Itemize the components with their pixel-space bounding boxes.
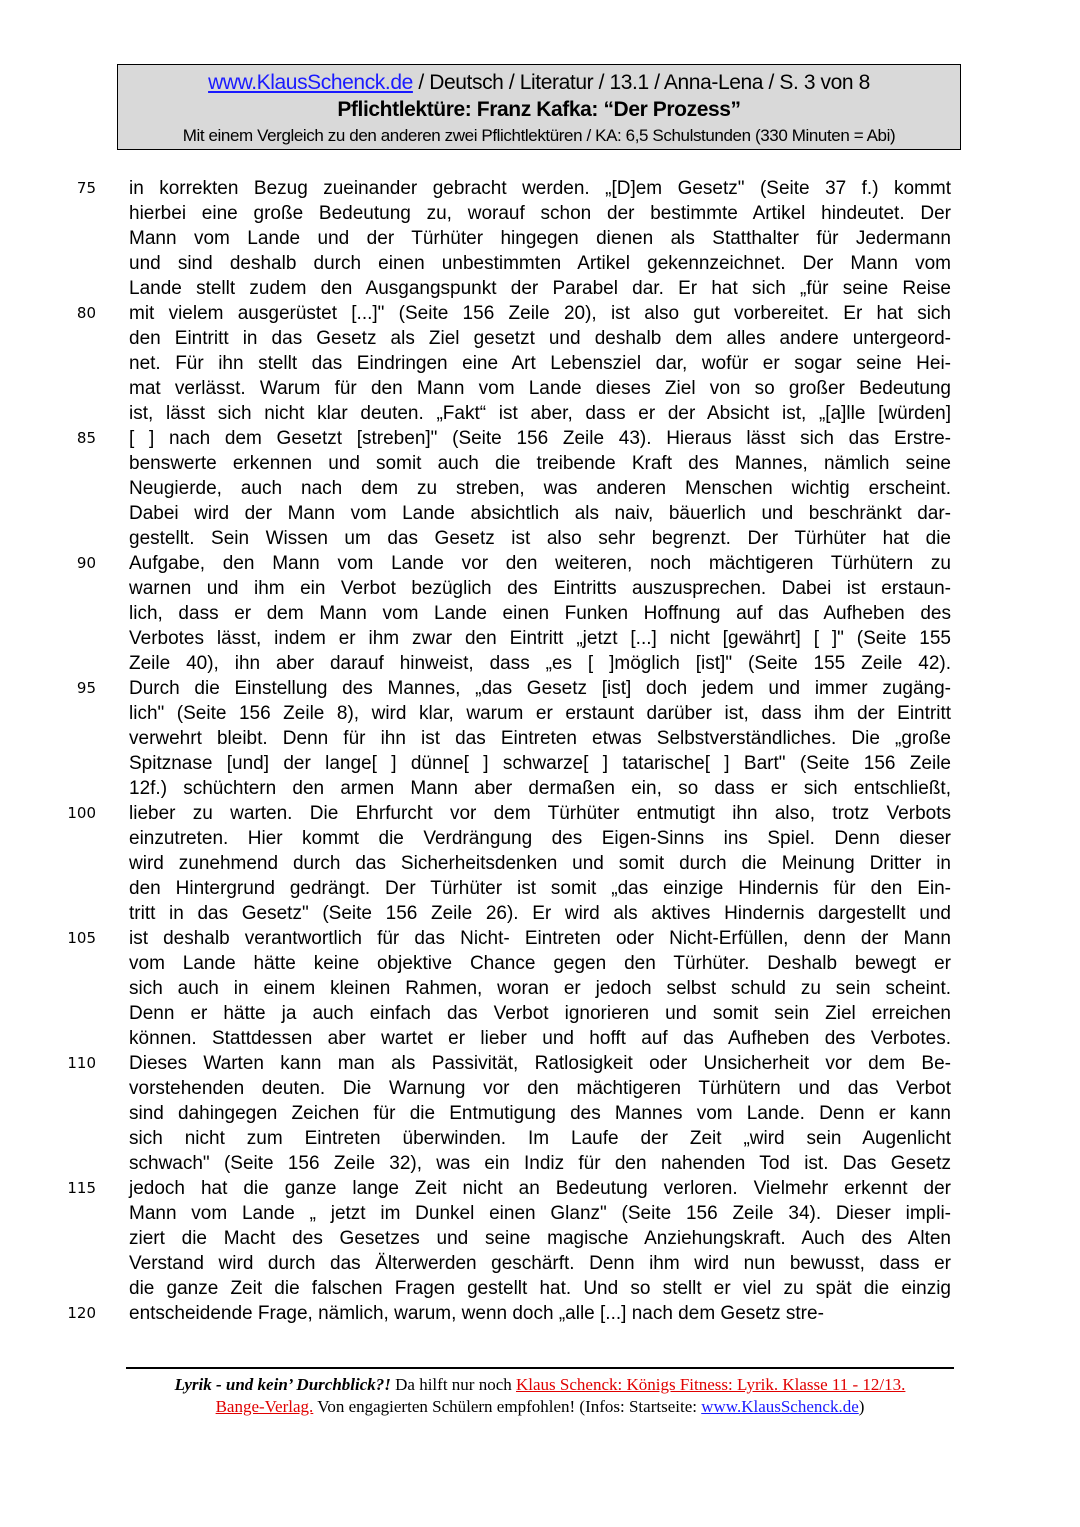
body-line: die ganze Zeit die falschen Fragen gestellt hat. Und so stellt er viel zu spät die einzig <box>129 1278 951 1299</box>
footer-slogan: Lyrik - und kein’ Durchblick?! <box>174 1375 391 1394</box>
line-number: 95 <box>76 679 96 697</box>
body-line: ist deshalb verantwortlich für das Nicht- Eintreten oder Nicht-Erfüllen, denn der Mann <box>129 928 951 949</box>
body-line: Aufgabe, den Mann vom Lande vor den weiteren, noch mächtigeren Türhütern zu <box>129 553 951 574</box>
footer-book-link[interactable]: Klaus Schenck: Königs Fitness: Lyrik. Klasse 11 - 12/13. <box>516 1375 906 1394</box>
footer-text-2: Von engagierten Schülern empfohlen! (Infos: Startseite: <box>313 1397 702 1416</box>
body-line: lieber zu warten. Die Ehrfurcht vor dem Türhüter entmutigt ihn also, trotz Verbots <box>129 803 951 824</box>
body-line: jedoch hat die ganze lange Zeit nicht an Bedeutung verloren. Vielmehr erkennt der <box>129 1178 951 1199</box>
body-line: den Hintergrund gedrängt. Der Türhüter ist somit „das einzige Hindernis für den Ein- <box>129 878 951 899</box>
footer-divider <box>126 1367 954 1369</box>
footer-text-3: ) <box>858 1397 865 1416</box>
body-line: können. Stattdessen aber wartet er lieber und hofft auf das Aufheben des Verbotes. <box>129 1028 951 1049</box>
body-line: Mann vom Lande und der Türhüter hingegen dienen als Statthalter für Jedermann <box>129 228 951 249</box>
body-line: tritt in das Gesetz" (Seite 156 Zeile 26). Er wird als aktives Hindernis dargestellt und <box>129 903 951 924</box>
body-line: ziert die Macht des Gesetzes und seine magische Anziehungskraft. Auch des Alten <box>129 1228 951 1249</box>
body-line: lich, dass er dem Mann vom Lande einen Funken Hoffnung auf das Aufheben des <box>129 603 951 624</box>
body-line: Lande stellt zudem den Ausgangspunkt der Parabel dar. Er hat sich „für seine Reise <box>129 278 951 299</box>
footer-line-1 <box>126 1374 954 1396</box>
line-number: 110 <box>67 1054 96 1072</box>
body-line: wird zunehmend durch das Sicherheitsdenken und somit durch die Meinung Dritter in <box>129 853 951 874</box>
body-line: lich" (Seite 156 Zeile 8), wird klar, warum er erstaunt darüber ist, dass ihm der Eintritt <box>129 703 951 724</box>
body-line: 12f.) schüchtern den armen Mann aber dermaßen ein, so dass er sich entschließt, <box>129 778 951 799</box>
body-line: sind dahingegen Zeichen für die Entmutigung des Mannes vom Lande. Denn er kann <box>129 1103 951 1124</box>
body-line: warnen und ihm ein Verbot bezüglich des Eintritts auszusprechen. Dabei ist erstaun- <box>129 578 951 599</box>
body-line: Neugierde, auch nach dem zu streben, was anderen Menschen wichtig erscheint. <box>129 478 951 499</box>
body-line: [ ] nach dem Gesetzt [streben]" (Seite 156 Zeile 43). Hieraus lässt sich das Erstre- <box>129 428 951 449</box>
footer-site-link[interactable]: www.KlausSchenck.de <box>701 1397 859 1416</box>
header-breadcrumb-line <box>118 69 960 97</box>
page-header <box>117 64 961 150</box>
header-site-link[interactable]: www.KlausSchenck.de <box>208 71 413 94</box>
body-line: entscheidende Frage, nämlich, warum, wenn doch „alle [...] nach dem Gesetz stre- <box>129 1303 824 1324</box>
body-line: Denn er hätte ja auch einfach das Verbot ignorieren und somit sein Ziel erreichen <box>129 1003 951 1024</box>
document-subtitle: Mit einem Vergleich zu den anderen zwei Pflichtlektüren / KA: 6,5 Schulstunden (330 Minuten = Abi) <box>182 126 896 145</box>
body-line: Verbotes lässt, indem er ihm zwar den Eintritt „jetzt [...] nicht [gewährt] [ ]" (Seite 155 <box>129 628 951 649</box>
line-number: 85 <box>76 429 96 447</box>
body-line: vom Lande hätte keine objektive Chance gegen den Türhüter. Deshalb bewegt er <box>129 953 951 974</box>
body-line: verwehrt bleibt. Denn für ihn ist das Eintreten etwas Selbstverständliches. Die „große <box>129 728 951 749</box>
body-line: den Eintritt in das Gesetz als Ziel gesetzt und deshalb dem alles andere untergeord- <box>129 328 951 349</box>
line-number: 90 <box>76 554 96 572</box>
header-breadcrumb: / Deutsch / Literatur / 13.1 / Anna-Lena / S. 3 von 8 <box>412 71 870 94</box>
body-line: Mann vom Lande „ jetzt im Dunkel einen Glanz" (Seite 156 Zeile 34). Dieser impli- <box>129 1203 951 1224</box>
body-line: Dieses Warten kann man als Passivität, Ratlosigkeit oder Unsicherheit vor dem Be- <box>129 1053 951 1074</box>
line-number: 80 <box>76 304 96 322</box>
body-line: hierbei eine große Bedeutung zu, worauf schon der bestimmte Artikel hindeutet. Der <box>129 203 951 224</box>
body-line: vorstehenden deuten. Die Warnung vor den mächtigeren Türhütern und das Verbot <box>129 1078 951 1099</box>
document-title: Pflichtlektüre: Franz Kafka: “Der Prozess” <box>337 98 741 121</box>
body-line: ist, lässt sich nicht klar deuten. „Fakt“ ist aber, dass er der Absicht ist, „[a]lle [würden] <box>129 403 951 424</box>
line-number: 105 <box>67 929 96 947</box>
line-number: 100 <box>67 804 96 822</box>
line-number: 120 <box>67 1304 96 1322</box>
body-line: net. Für ihn stellt das Eindringen eine Art Lebensziel dar, wofür er sogar seine Hei- <box>129 353 951 374</box>
body-line: benswerte erkennen und somit auch die treibende Kraft des Mannes, nämlich seine <box>129 453 951 474</box>
line-number: 115 <box>67 1179 96 1197</box>
body-line: mat verlässt. Warum für den Mann vom Lande dieses Ziel von so großer Bedeutung <box>129 378 951 399</box>
body-line: Zeile 40), ihn aber darauf hinweist, dass „es [ ]möglich [ist]" (Seite 155 Zeile 42). <box>129 653 951 674</box>
line-number: 75 <box>76 179 96 197</box>
body-line: mit vielem ausgerüstet [...]" (Seite 156 Zeile 20), ist also gut vorbereitet. Er hat sich <box>129 303 951 324</box>
body-line: Verstand wird durch das Älterwerden geschärft. Denn ihm wird nun bewusst, dass er <box>129 1253 951 1274</box>
body-line: in korrekten Bezug zueinander gebracht werden. „[D]em Gesetz" (Seite 37 f.) kommt <box>129 178 951 199</box>
body-line: sich auch in einem kleinen Rahmen, woran er jedoch selbst schuld zu sein scheint. <box>129 978 951 999</box>
footer-publisher-link[interactable]: Bange-Verlag. <box>215 1397 314 1416</box>
footer-line-2 <box>126 1396 954 1418</box>
body-line: und sind deshalb durch einen unbestimmten Artikel gekennzeichnet. Der Mann vom <box>129 253 951 274</box>
body-line: Spitznase [und] der lange[ ] dünne[ ] schwarze[ ] tatarische[ ] Bart" (Seite 156 Zeile <box>129 753 951 774</box>
body-line: sich nicht zum Eintreten überwinden. Im Laufe der Zeit „wird sein Augenlicht <box>129 1128 951 1149</box>
body-line: Durch die Einstellung des Mannes, „das Gesetz [ist] doch jedem und immer zugäng- <box>129 678 951 699</box>
body-line: schwach" (Seite 156 Zeile 32), was ein Indiz für den nahenden Tod ist. Das Gesetz <box>129 1153 951 1174</box>
body-line: gestellt. Sein Wissen um das Gesetz ist also sehr begrenzt. Der Türhüter hat die <box>129 528 951 549</box>
body-line: Dabei wird der Mann vom Lande absichtlich als naiv, bäuerlich und beschränkt dar- <box>129 503 951 524</box>
body-line: einzutreten. Hier kommt die Verdrängung des Eigen-Sinns ins Spiel. Denn dieser <box>129 828 951 849</box>
footer-text-1: Da hilft nur noch <box>390 1375 516 1394</box>
